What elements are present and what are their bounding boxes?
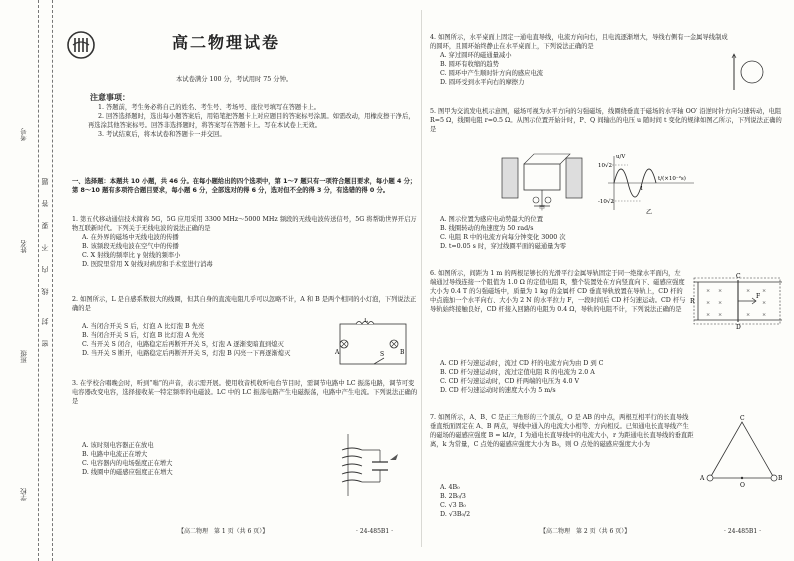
notice-item: 2. 回答选择题时，选出每小题答案后，用铅笔把答题卡上对应题目的答案标号涂黑。如需改动，用橡皮擦干净后，再选涂其他答案标号。回答非选择题时，将答案写在答题卡上。写在本试卷上无效。 (88, 112, 415, 129)
svg-text:×: × (762, 288, 767, 294)
option: D. 医院里常用 X 射线对病房和手术室进行消毒 (82, 260, 213, 268)
seal-char: 线 (41, 288, 49, 295)
seal-char: 密 (41, 340, 49, 347)
label-C: C (736, 273, 741, 280)
y-unit: u/V (616, 154, 626, 160)
notice-list (88, 104, 418, 140)
label-A: A (700, 475, 705, 482)
question-stem: 4. 如图所示，水平桌面上固定一通电直导线，电流方向向右，且电流逐渐增大，导线右侧有一金属导线制成的圆环，且圆环始终静止在水平桌面上，下列说法正确的是 (430, 34, 728, 50)
label-C: C (740, 415, 745, 422)
svg-text:×: × (718, 288, 723, 294)
svg-text:×: × (762, 300, 767, 306)
figure-label-right: 乙 (646, 209, 653, 216)
seal-char: 答 (41, 200, 49, 207)
seal-char: 封 (41, 318, 49, 325)
option: D. t=0.05 s 时，穿过线圈平面的磁通量为零 (440, 242, 567, 250)
label-F: F (756, 293, 761, 300)
y-top-tick: 10√2 (598, 163, 613, 169)
label-O: O (740, 482, 745, 489)
question-stem: 7. 如图所示，A、B、C 是正三角形的三个顶点，O 是 AB 的中点，两根互相平行的长直导线垂直纸面固定在 A、B 两点，导线中通入的电流大小相等、方向相反。已知通电长直导线产生的磁场的磁感应强度 B = kI/r，I 为通电长直导线中的电流大小，r 为距通电长直导线的垂直距离，k 为常量，C 点处的磁感应强度大小为 B₀，则 O 点处的磁感应强度大小为 (430, 414, 694, 448)
option: A. CD 杆匀速运动时，流过 CD 杆的电流方向为由 D 到 C (440, 360, 604, 367)
lc-circuit-figure (336, 430, 402, 502)
footer-code-right: · 24-485B1 · (724, 528, 761, 535)
option: D. 圆环受到水平向右的摩擦力 (440, 78, 525, 86)
question-stem: 3. 在学校合唱晚会时，听到“嗡”的声音，表示需开展。使用收音机收听电台节目时，需调节电路中 LC 振荡电路，调节可变电容器改变电容，选择接收某一特定频率的电磁波。LC 中的 LC 振荡电路产生电磁振荡，电路中产生电流。下列说法正确的是 (72, 380, 418, 405)
option: C. 电阻 R 中的电流方向每分钟变化 3000 次 (440, 233, 566, 241)
svg-text:×: × (718, 300, 723, 306)
question-2-options (72, 323, 334, 359)
label-exam-number: 考号 (20, 128, 28, 141)
svg-text:×: × (746, 288, 751, 294)
question-stem: 5. 图甲为交流发电机示意图，磁场可视为水平方向的匀强磁场，线圈绕垂直于磁场的水平轴 OO′ 沿逆时针方向匀速转动，电阻 R=5 Ω，线圈电阻 r=0.5 Ω。从图示位置开始计时，P、Q 间输出的电压 u 随时间 t 变化的规律如图乙所示，下列说法正确的是 (430, 108, 782, 133)
section-heading: 一、选择题：本题共 10 小题，共 46 分。在每小题给出的四个选项中，第 1～7 题只有一项符合题目要求，每小题 4 分；第 8～10 题有多项符合题目要求，每小题 6 分，全部选对的得 6 分，选对但不全的得 3 分，有选错的得 0 分。 (72, 178, 417, 194)
footer-code-left: · 24-485B1 · (356, 528, 393, 535)
option: D. √3B₀/2 (440, 510, 471, 518)
option: C. CD 杆匀速运动时，CD 杆两端的电压为 4.0 V (440, 377, 580, 385)
option: A. 穿过圆环的磁通量减小 (440, 51, 512, 59)
option: B. 线圈转动的角速度为 50 rad/s (440, 224, 534, 232)
label-A: A (335, 349, 340, 356)
question-5-options (430, 216, 786, 252)
svg-text:×: × (762, 312, 767, 318)
seal-char: 要 (41, 222, 49, 229)
seal-line-inner (52, 0, 53, 561)
question-5 (430, 108, 786, 135)
question-1 (72, 216, 418, 270)
question-3-options (72, 442, 320, 478)
option: D. CD 杆匀速运动时的速度大小为 5 m/s (440, 386, 556, 394)
question-stem: 6. 如图所示，间距为 1 m 的两根足够长的光滑平行金属导轨固定于同一绝缘水平面内，左端通过导线连接一个阻值为 1.0 Ω 的定值电阻 R，整个装置处在方向竖直向下、磁感应强度大小为 0.4 T 的匀强磁场中，质量为 1 kg 的金属杆 CD 垂直导轨放置在导轨上，CD 杆的中点施加一个水平向右、大小为 2 N 的水平拉力 F，一段时间后 CD 杆匀速运动。CD 杆与导轨始终接触良好，CD 杆接入回路的电阻为 0.4 Ω，导轨的电阻不计，下列说法正确的是 (430, 270, 686, 313)
label-L: L (364, 318, 368, 324)
notice-item: 3. 考试结束后，将本试卷和答题卡一并交回。 (98, 130, 226, 138)
generator-figure (494, 150, 594, 212)
option: B. 当闭合开关 S 后，灯泡 B 比灯泡 A 先亮 (82, 331, 205, 339)
question-4 (430, 34, 730, 88)
svg-text:×: × (706, 312, 711, 318)
notice-item: 1. 答题前，考生务必将自己的姓名、考生号、考场号、座位号填写在答题卡上。 (98, 104, 321, 111)
question-7 (430, 414, 694, 450)
label-B: B (400, 349, 405, 356)
seal-char: 不 (41, 244, 49, 251)
wire-ring-figure (730, 52, 782, 92)
question-7-options (430, 484, 692, 520)
footer-page-left: 【高二物理 第 1 页（共 6 页）】 (178, 528, 269, 535)
option: D. 当开关 S 断开，电路稳定后再断开开关 S，灯泡 B 闪亮一下再逐渐熄灭 (82, 349, 291, 357)
figure-label-left: 甲 (539, 205, 546, 212)
option: C. 当开关 S 闭合，电路稳定后再断开开关 S，灯泡 A 逐渐变暗直到熄灭 (82, 340, 284, 348)
option: A. 在外界的磁场中无线电波的传播 (82, 233, 179, 241)
option: D. 线圈中的磁感应强度正在增大 (82, 468, 173, 476)
option: B. 圆环有收缩的趋势 (440, 60, 500, 68)
rail-figure (690, 272, 786, 330)
question-stem: 2. 如图所示，L 是自感系数很大的线圈，但其自身的直流电阻几乎可以忽略不计，A 和 B 是两个相同的小灯泡，下列说法正确的是 (72, 296, 417, 312)
option: B. 电路中电流正在增大 (82, 450, 148, 458)
label-name: 姓名 (20, 240, 28, 253)
seal-char: 题 (41, 178, 49, 185)
x-tick: 1 (640, 186, 644, 192)
option: A. 该时刻电容器正在放电 (82, 442, 154, 449)
page-title: 高二物理试卷 (172, 33, 281, 52)
option: A. 图示位置为感应电动势最大的位置 (440, 216, 544, 223)
exam-meta: 本试卷满分 100 分，考试用时 75 分钟。 (176, 76, 293, 83)
binding-strip (0, 0, 62, 561)
label-D: D (736, 324, 741, 330)
label-S: S (380, 351, 385, 358)
svg-text:×: × (718, 312, 723, 318)
circuit-figure (334, 318, 414, 370)
option: B. 该频段无线电波在空气中的传播 (82, 242, 179, 250)
option: A. 4B₀ (440, 484, 460, 491)
question-stem: 1. 第五代移动通信技术简称 5G，5G 应用采用 3300 MHz～5000 MHz 频段的无线电波传送信号，5G 将帮助世界开启万物互联新时代。下列关于无线电波的说法正确的是 (72, 216, 417, 232)
option: C. 电容器内的电场强度正在增大 (82, 459, 173, 467)
option: B. 2B₀/3 (440, 492, 466, 500)
x-unit: t/(×10⁻²s) (658, 176, 686, 182)
question-2 (72, 296, 418, 314)
voltage-graph (598, 150, 698, 216)
triangle-figure (698, 412, 786, 490)
svg-text:×: × (706, 300, 711, 306)
seal-char: 内 (41, 266, 49, 273)
label-school: 学校 (20, 488, 28, 501)
svg-text:×: × (706, 288, 711, 294)
svg-text:×: × (746, 312, 751, 318)
label-R: R (690, 298, 695, 305)
page-divider (421, 10, 422, 547)
y-bottom-tick: -10√2 (598, 199, 614, 205)
option: C. √3 B₀ (440, 501, 466, 509)
option: B. CD 杆匀速运动时，流过定值电阻 R 的电流为 2.0 A (440, 368, 595, 376)
notice-heading: 注意事项： (90, 93, 130, 102)
label-class: 班级 (20, 350, 28, 363)
question-6 (430, 270, 686, 315)
publisher-logo-icon (66, 30, 96, 60)
option: C. X 射线的频率比 γ 射线的频率小 (82, 251, 181, 259)
question-6-options (430, 360, 750, 396)
option: A. 当闭合开关 S 后，灯泡 A 比灯泡 B 先亮 (82, 323, 205, 330)
question-3 (72, 380, 418, 407)
seal-line (38, 0, 39, 561)
option: C. 圆环中产生顺时针方向的感应电流 (440, 69, 544, 77)
label-B: B (778, 475, 783, 482)
footer-page-right: 【高二物理 第 2 页（共 6 页）】 (540, 528, 631, 535)
